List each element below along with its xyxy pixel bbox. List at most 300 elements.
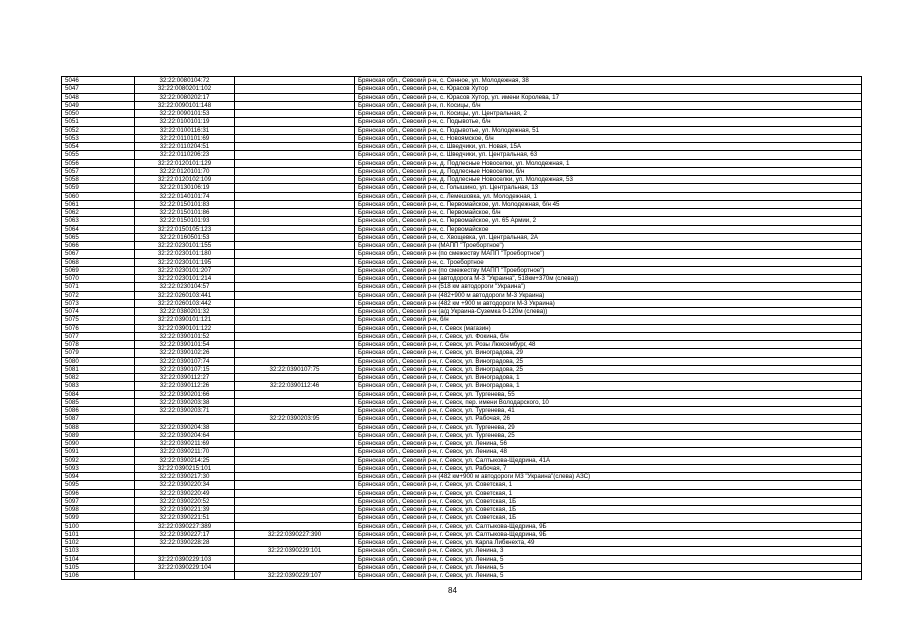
- cadastral-number-cell: 32:22:0110101:69: [135, 134, 235, 142]
- address-cell: Брянская обл., Севский р-н, г. Севск, ул. Ленина, 3: [355, 547, 862, 555]
- row-number-cell: 5080: [62, 357, 135, 365]
- table-row: [62, 357, 862, 365]
- table-row: [62, 316, 862, 324]
- linked-number-cell: [235, 464, 355, 472]
- linked-number-cell: 32:22:0390107:75: [235, 365, 355, 373]
- address-cell: Брянская обл., Севский р-н, с. Лемешовка, ул. Молодежная, 1: [355, 192, 862, 200]
- table-row: [62, 176, 862, 184]
- table-row: [62, 497, 862, 505]
- cadastral-number-cell: 32:22:0150101:83: [135, 200, 235, 208]
- linked-number-cell: [235, 275, 355, 283]
- address-cell: Брянская обл., Севский р-н (автодорога М-3 "Украина", 518км+370м (слева)): [355, 275, 862, 283]
- linked-number-cell: [235, 118, 355, 126]
- address-cell: Брянская обл., Севский р-н, г. Севск, ул. Советская, 1Б: [355, 497, 862, 505]
- address-cell: Брянская обл., Севский р-н, с. Первомайское, ул. 65 Армии, 2: [355, 217, 862, 225]
- row-number-cell: 5087: [62, 415, 135, 423]
- table-row: [62, 522, 862, 530]
- cadastral-number-cell: 32:22:0390229:103: [135, 555, 235, 563]
- cadastral-number-cell: 32:22:0390221:51: [135, 514, 235, 522]
- table-row: [62, 101, 862, 109]
- table-row: [62, 77, 862, 85]
- row-number-cell: 5088: [62, 423, 135, 431]
- linked-number-cell: [235, 324, 355, 332]
- address-cell: Брянская обл., Севский р-н, г. Севск, ул. Советская, 1: [355, 481, 862, 489]
- linked-number-cell: [235, 308, 355, 316]
- address-cell: Брянская обл., Севский р-н (482+900 м автодороги М-3 Украина): [355, 291, 862, 299]
- address-cell: Брянская обл., Севский р-н, с. Голышино, ул. Центральная, 13: [355, 184, 862, 192]
- row-number-cell: 5059: [62, 184, 135, 192]
- address-cell: Брянская обл., Севский р-н, г. Севск, ул. Виноградова, 1: [355, 382, 862, 390]
- address-cell: Брянская обл., Севский р-н, г. Севск, ул. Фокина, б/н: [355, 332, 862, 340]
- linked-number-cell: [235, 349, 355, 357]
- address-cell: Брянская обл., Севский р-н, г. Севск, ул. Тургенева, 55: [355, 390, 862, 398]
- table-row: [62, 118, 862, 126]
- cadastral-number-cell: 32:22:0390107:74: [135, 357, 235, 365]
- cadastral-number-cell: 32:22:0110206:23: [135, 151, 235, 159]
- address-cell: Брянская обл., Севский р-н, г. Севск, ул. Салтыкова-Щедрина, 9Б: [355, 522, 862, 530]
- table-row: [62, 266, 862, 274]
- address-cell: Брянская обл., Севский р-н, г. Севск, ул. Советская, 1Б: [355, 514, 862, 522]
- row-number-cell: 5079: [62, 349, 135, 357]
- cadastral-number-cell: 32:22:0390204:64: [135, 431, 235, 439]
- linked-number-cell: [235, 225, 355, 233]
- cadastral-number-cell: [135, 547, 235, 555]
- row-number-cell: 5055: [62, 151, 135, 159]
- row-number-cell: 5101: [62, 530, 135, 538]
- row-number-cell: 5046: [62, 77, 135, 85]
- cadastral-number-cell: 32:22:0230104:57: [135, 283, 235, 291]
- table-row: [62, 415, 862, 423]
- row-number-cell: 5069: [62, 266, 135, 274]
- cadastral-number-cell: 32:22:0380201:32: [135, 308, 235, 316]
- table-row: [62, 258, 862, 266]
- row-number-cell: 5097: [62, 497, 135, 505]
- address-cell: Брянская обл., Севский р-н, д. Подлесные Новоселки, б/н: [355, 167, 862, 175]
- linked-number-cell: [235, 143, 355, 151]
- linked-number-cell: 32:22:0390229:101: [235, 547, 355, 555]
- address-cell: Брянская обл., Севский р-н, г. Севск, ул. Советская, 1: [355, 489, 862, 497]
- linked-number-cell: [235, 101, 355, 109]
- cadastral-number-cell: 32:22:0390211:70: [135, 448, 235, 456]
- linked-number-cell: [235, 473, 355, 481]
- row-number-cell: 5105: [62, 563, 135, 571]
- linked-number-cell: 32:22:0390112:46: [235, 382, 355, 390]
- address-cell: Брянская обл., Севский р-н, с. Первомайское, ул. Молодежная, б/н 45: [355, 200, 862, 208]
- cadastral-number-cell: 32:22:0130106:19: [135, 184, 235, 192]
- row-number-cell: 5094: [62, 473, 135, 481]
- cadastral-number-cell: 32:22:0160501:53: [135, 233, 235, 241]
- table-row: [62, 514, 862, 522]
- row-number-cell: 5104: [62, 555, 135, 563]
- cadastral-number-cell: 32:22:0150101:93: [135, 217, 235, 225]
- address-cell: Брянская обл., Севский р-н, с. Подывотье, б/н: [355, 118, 862, 126]
- table-row: [62, 423, 862, 431]
- address-cell: Брянская обл., Севский р-н, г. Севск, ул. Салтыкова-Щедрина, 41А: [355, 456, 862, 464]
- table-row: [62, 563, 862, 571]
- address-cell: Брянская обл., Севский р-н, д. Подлесные Новоселки, ул. Молодежная, 53: [355, 176, 862, 184]
- row-number-cell: 5078: [62, 341, 135, 349]
- row-number-cell: 5091: [62, 448, 135, 456]
- linked-number-cell: [235, 489, 355, 497]
- cadastral-number-cell: 32:22:0150105:123: [135, 225, 235, 233]
- linked-number-cell: [235, 374, 355, 382]
- linked-number-cell: [235, 159, 355, 167]
- linked-number-cell: [235, 151, 355, 159]
- address-cell: Брянская обл., Севский р-н, д. Подлесные Новоселки, ул. Молодежная, 1: [355, 159, 862, 167]
- cadastral-number-cell: 32:22:0390228:28: [135, 539, 235, 547]
- register-table-body: [62, 77, 862, 580]
- row-number-cell: 5102: [62, 539, 135, 547]
- row-number-cell: 5077: [62, 332, 135, 340]
- address-cell: Брянская обл., Севский р-н, г. Севск, ул. Советская, 1Б: [355, 506, 862, 514]
- address-cell: Брянская обл., Севский р-н (по смежеству МАПП "Троебортное"): [355, 266, 862, 274]
- address-cell: Брянская обл., Севский р-н, г. Севск, ул. Виноградова, 25: [355, 365, 862, 373]
- cadastral-number-cell: 32:22:0390220:52: [135, 497, 235, 505]
- address-cell: Брянская обл., Севский р-н, с. Первомайское, б/н: [355, 209, 862, 217]
- cadastral-number-cell: 32:22:0230101:195: [135, 258, 235, 266]
- linked-number-cell: [235, 217, 355, 225]
- table-row: [62, 440, 862, 448]
- address-cell: Брянская обл., Севский р-н, г. Севск, ул. Виноградова, 25: [355, 357, 862, 365]
- linked-number-cell: [235, 390, 355, 398]
- linked-number-cell: [235, 448, 355, 456]
- address-cell: Брянская обл., Севский р-н, г. Севск (магазин): [355, 324, 862, 332]
- address-cell: Брянская обл., Севский р-н, г. Севск, ул. Ленина, 5: [355, 555, 862, 563]
- linked-number-cell: [235, 423, 355, 431]
- row-number-cell: 5064: [62, 225, 135, 233]
- table-row: [62, 126, 862, 134]
- row-number-cell: 5098: [62, 506, 135, 514]
- linked-number-cell: [235, 184, 355, 192]
- address-cell: Брянская обл., Севский р-н, г. Севск, ул. Салтыкова-Щедрина, 9Б: [355, 530, 862, 538]
- address-cell: Брянская обл., Севский р-н (482 км+900 м автодороги М3 "Украина"(слева) АЗС): [355, 473, 862, 481]
- table-row: [62, 349, 862, 357]
- table-row: [62, 275, 862, 283]
- cadastral-number-cell: 32:22:0390101:52: [135, 332, 235, 340]
- table-row: [62, 209, 862, 217]
- table-row: [62, 464, 862, 472]
- cadastral-number-cell: 32:22:0100116:31: [135, 126, 235, 134]
- row-number-cell: 5096: [62, 489, 135, 497]
- row-number-cell: 5070: [62, 275, 135, 283]
- page-number: 84: [448, 586, 457, 595]
- row-number-cell: 5066: [62, 242, 135, 250]
- table-row: [62, 398, 862, 406]
- table-row: [62, 308, 862, 316]
- linked-number-cell: [235, 283, 355, 291]
- address-cell: Брянская обл., Севский р-н, с. Шведчики, ул. Центральная, 63: [355, 151, 862, 159]
- table-row: [62, 431, 862, 439]
- table-row: [62, 159, 862, 167]
- linked-number-cell: [235, 110, 355, 118]
- address-cell: Брянская обл., Севский р-н, с. Юрасов Хутор: [355, 85, 862, 93]
- table-row: [62, 407, 862, 415]
- table-row: [62, 192, 862, 200]
- cadastral-number-cell: 32:22:0260103:442: [135, 299, 235, 307]
- address-cell: Брянская обл., Севский р-н, г. Севск, ул. Виноградова, 1: [355, 374, 862, 382]
- address-cell: Брянская обл., Севский р-н, г. Севск, ул. Ленина, 56: [355, 440, 862, 448]
- address-cell: Брянская обл., Севский р-н, с. Шведчики, ул. Новая, 15А: [355, 143, 862, 151]
- table-row: [62, 110, 862, 118]
- row-number-cell: 5063: [62, 217, 135, 225]
- cadastral-number-cell: 32:22:0390217:30: [135, 473, 235, 481]
- table-row: [62, 200, 862, 208]
- table-row: [62, 151, 862, 159]
- row-number-cell: 5086: [62, 407, 135, 415]
- linked-number-cell: [235, 192, 355, 200]
- linked-number-cell: [235, 563, 355, 571]
- cadastral-number-cell: 32:22:0390102:26: [135, 349, 235, 357]
- linked-number-cell: [235, 291, 355, 299]
- linked-number-cell: [235, 258, 355, 266]
- row-number-cell: 5090: [62, 440, 135, 448]
- linked-number-cell: [235, 93, 355, 101]
- table-row: [62, 390, 862, 398]
- cadastral-number-cell: 32:22:0390215:101: [135, 464, 235, 472]
- cadastral-number-cell: 32:22:0390101:121: [135, 316, 235, 324]
- linked-number-cell: [235, 233, 355, 241]
- linked-number-cell: [235, 440, 355, 448]
- table-row: [62, 85, 862, 93]
- table-row: [62, 184, 862, 192]
- address-cell: Брянская обл., Севский р-н, с. Юрасов Хутор, ул. имени Королева, 17: [355, 93, 862, 101]
- row-number-cell: 5106: [62, 572, 135, 580]
- linked-number-cell: [235, 506, 355, 514]
- linked-number-cell: [235, 539, 355, 547]
- cadastral-number-cell: 32:22:0390220:34: [135, 481, 235, 489]
- cadastral-number-cell: 32:22:0390221:39: [135, 506, 235, 514]
- linked-number-cell: [235, 250, 355, 258]
- table-row: [62, 283, 862, 291]
- table-row: [62, 299, 862, 307]
- cadastral-number-cell: 32:22:0390214:25: [135, 456, 235, 464]
- address-cell: Брянская обл., Севский р-н, с. Троебортное: [355, 258, 862, 266]
- table-row: [62, 489, 862, 497]
- linked-number-cell: [235, 209, 355, 217]
- row-number-cell: 5072: [62, 291, 135, 299]
- cadastral-number-cell: 32:22:0080202:17: [135, 93, 235, 101]
- cadastral-number-cell: 32:22:0080104:72: [135, 77, 235, 85]
- address-cell: Брянская обл., Севский р-н, с. Хвощевка, ул. Центральная, 2А: [355, 233, 862, 241]
- row-number-cell: 5056: [62, 159, 135, 167]
- row-number-cell: 5093: [62, 464, 135, 472]
- linked-number-cell: 32:22:0390227:390: [235, 530, 355, 538]
- address-cell: Брянская обл., Севский р-н, г. Севск, пер. имени Володарского, 10: [355, 398, 862, 406]
- row-number-cell: 5076: [62, 324, 135, 332]
- address-cell: Брянская обл., Севский р-н, п. Косицы, ул. Центральная, 2: [355, 110, 862, 118]
- row-number-cell: 5095: [62, 481, 135, 489]
- table-row: [62, 291, 862, 299]
- cadastral-number-cell: 32:22:0120102:109: [135, 176, 235, 184]
- cadastral-number-cell: 32:22:0100101:19: [135, 118, 235, 126]
- row-number-cell: 5103: [62, 547, 135, 555]
- linked-number-cell: [235, 167, 355, 175]
- address-cell: Брянская обл., Севский р-н, г. Севск, ул. Карла Либкнехта, 49: [355, 539, 862, 547]
- cadastral-number-cell: 32:22:0120101:70: [135, 167, 235, 175]
- table-row: [62, 572, 862, 580]
- table-row: [62, 547, 862, 555]
- cadastral-number-cell: 32:22:0090101:53: [135, 110, 235, 118]
- address-cell: Брянская обл., Севский р-н (МАПП "Троебортное"): [355, 242, 862, 250]
- row-number-cell: 5060: [62, 192, 135, 200]
- linked-number-cell: [235, 514, 355, 522]
- linked-number-cell: [235, 85, 355, 93]
- linked-number-cell: [235, 77, 355, 85]
- cadastral-number-cell: 32:22:0390227:389: [135, 522, 235, 530]
- linked-number-cell: [235, 266, 355, 274]
- row-number-cell: 5082: [62, 374, 135, 382]
- address-cell: Брянская обл., Севский р-н (482 км +900 м автодороги М-3 Украина): [355, 299, 862, 307]
- linked-number-cell: [235, 497, 355, 505]
- row-number-cell: 5068: [62, 258, 135, 266]
- table-row: [62, 473, 862, 481]
- cadastral-number-cell: [135, 572, 235, 580]
- address-cell: Брянская обл., Севский р-н, г. Севск, ул. Тургенева, 41: [355, 407, 862, 415]
- address-cell: Брянская обл., Севский р-н, г. Севск, ул. Тургенева, 29: [355, 423, 862, 431]
- cadastral-number-cell: 32:22:0140101:74: [135, 192, 235, 200]
- address-cell: Брянская обл., Севский р-н, с. Первомайское: [355, 225, 862, 233]
- linked-number-cell: [235, 126, 355, 134]
- cadastral-number-cell: 32:22:0390220:49: [135, 489, 235, 497]
- row-number-cell: 5051: [62, 118, 135, 126]
- linked-number-cell: [235, 357, 355, 365]
- address-cell: Брянская обл., Севский р-н, г. Севск, ул. Ленина, 5: [355, 563, 862, 571]
- linked-number-cell: [235, 555, 355, 563]
- address-cell: Брянская обл., Севский р-н, г. Севск, ул. Виноградова, 29: [355, 349, 862, 357]
- cadastral-number-cell: 32:22:0110204:51: [135, 143, 235, 151]
- cadastral-number-cell: 32:22:0230101:214: [135, 275, 235, 283]
- row-number-cell: 5052: [62, 126, 135, 134]
- linked-number-cell: [235, 398, 355, 406]
- cadastral-number-cell: 32:22:0390101:122: [135, 324, 235, 332]
- linked-number-cell: 32:22:0390229:107: [235, 572, 355, 580]
- linked-number-cell: [235, 200, 355, 208]
- table-row: [62, 555, 862, 563]
- row-number-cell: 5085: [62, 398, 135, 406]
- cadastral-number-cell: 32:22:0390201:66: [135, 390, 235, 398]
- linked-number-cell: [235, 316, 355, 324]
- row-number-cell: 5074: [62, 308, 135, 316]
- table-row: [62, 217, 862, 225]
- address-cell: Брянская обл., Севский р-н, г. Севск, ул. Ленина, 5: [355, 572, 862, 580]
- table-row: [62, 374, 862, 382]
- address-cell: Брянская обл., Севский р-н, с. Новоямское, б/н: [355, 134, 862, 142]
- cadastral-number-cell: 32:22:0390229:104: [135, 563, 235, 571]
- cadastral-number-cell: 32:22:0080201:102: [135, 85, 235, 93]
- row-number-cell: 5081: [62, 365, 135, 373]
- linked-number-cell: [235, 332, 355, 340]
- linked-number-cell: 32:22:0390203:95: [235, 415, 355, 423]
- table-row: [62, 233, 862, 241]
- row-number-cell: 5083: [62, 382, 135, 390]
- address-cell: Брянская обл., Севский р-н (518 км автодороги "Украина"): [355, 283, 862, 291]
- row-number-cell: 5071: [62, 283, 135, 291]
- table-row: [62, 324, 862, 332]
- address-cell: Брянская обл., Севский р-н, г. Севск, ул. Рабочая, 7: [355, 464, 862, 472]
- row-number-cell: 5065: [62, 233, 135, 241]
- linked-number-cell: [235, 134, 355, 142]
- table-row: [62, 332, 862, 340]
- linked-number-cell: [235, 341, 355, 349]
- address-cell: Брянская обл., Севский р-н, г. Севск, ул. Тургенева, 25: [355, 431, 862, 439]
- table-row: [62, 448, 862, 456]
- row-number-cell: 5067: [62, 250, 135, 258]
- table-row: [62, 365, 862, 373]
- table-row: [62, 539, 862, 547]
- address-cell: Брянская обл., Севский р-н, г. Севск, ул. Ленина, 48: [355, 448, 862, 456]
- table-row: [62, 242, 862, 250]
- row-number-cell: 5100: [62, 522, 135, 530]
- row-number-cell: 5089: [62, 431, 135, 439]
- row-number-cell: 5053: [62, 134, 135, 142]
- register-table: [61, 76, 862, 580]
- table-row: [62, 167, 862, 175]
- address-cell: Брянская обл., Севский р-н, п. Косицы, б/н: [355, 101, 862, 109]
- cadastral-number-cell: 32:22:0390107:15: [135, 365, 235, 373]
- address-cell: Брянская обл., Севский р-н, с. Сенное, ул. Молодежная, 38: [355, 77, 862, 85]
- cadastral-number-cell: 32:22:0390112:27: [135, 374, 235, 382]
- table-row: [62, 341, 862, 349]
- cadastral-number-cell: [135, 415, 235, 423]
- row-number-cell: 5099: [62, 514, 135, 522]
- table-row: [62, 456, 862, 464]
- linked-number-cell: [235, 431, 355, 439]
- row-number-cell: 5061: [62, 200, 135, 208]
- linked-number-cell: [235, 176, 355, 184]
- cadastral-number-cell: 32:22:0150101:86: [135, 209, 235, 217]
- address-cell: Брянская обл., Севский р-н, г. Севск, ул. Розы Люксембург, 48: [355, 341, 862, 349]
- row-number-cell: 5073: [62, 299, 135, 307]
- cadastral-number-cell: 32:22:0390211:69: [135, 440, 235, 448]
- table-row: [62, 134, 862, 142]
- linked-number-cell: [235, 481, 355, 489]
- linked-number-cell: [235, 242, 355, 250]
- linked-number-cell: [235, 522, 355, 530]
- cadastral-number-cell: 32:22:0120101:129: [135, 159, 235, 167]
- linked-number-cell: [235, 299, 355, 307]
- cadastral-number-cell: 32:22:0230101:155: [135, 242, 235, 250]
- table-row: [62, 506, 862, 514]
- cadastral-number-cell: 32:22:0260103:441: [135, 291, 235, 299]
- cadastral-number-cell: 32:22:0390112:26: [135, 382, 235, 390]
- row-number-cell: 5062: [62, 209, 135, 217]
- cadastral-number-cell: 32:22:0390101:54: [135, 341, 235, 349]
- cadastral-number-cell: 32:22:0230101:207: [135, 266, 235, 274]
- address-cell: Брянская обл., Севский р-н, с. Подывотье, ул. Молодежная, 51: [355, 126, 862, 134]
- table-row: [62, 225, 862, 233]
- linked-number-cell: [235, 407, 355, 415]
- cadastral-number-cell: 32:22:0230101:180: [135, 250, 235, 258]
- row-number-cell: 5084: [62, 390, 135, 398]
- table-row: [62, 250, 862, 258]
- address-cell: Брянская обл., Севский р-н (а/д Украина-Суземка 0-120м (слева)): [355, 308, 862, 316]
- address-cell: Брянская обл., Севский р-н, г. Севск, ул. Рабочая, 26: [355, 415, 862, 423]
- row-number-cell: 5057: [62, 167, 135, 175]
- row-number-cell: 5092: [62, 456, 135, 464]
- cadastral-number-cell: 32:22:0390203:71: [135, 407, 235, 415]
- row-number-cell: 5047: [62, 85, 135, 93]
- cadastral-number-cell: 32:22:0390227:17: [135, 530, 235, 538]
- table-row: [62, 481, 862, 489]
- address-cell: Брянская обл., Севский р-н, б/н: [355, 316, 862, 324]
- row-number-cell: 5058: [62, 176, 135, 184]
- table-row: [62, 93, 862, 101]
- row-number-cell: 5048: [62, 93, 135, 101]
- table-row: [62, 143, 862, 151]
- table-row: [62, 530, 862, 538]
- linked-number-cell: [235, 456, 355, 464]
- cadastral-number-cell: 32:22:0390203:38: [135, 398, 235, 406]
